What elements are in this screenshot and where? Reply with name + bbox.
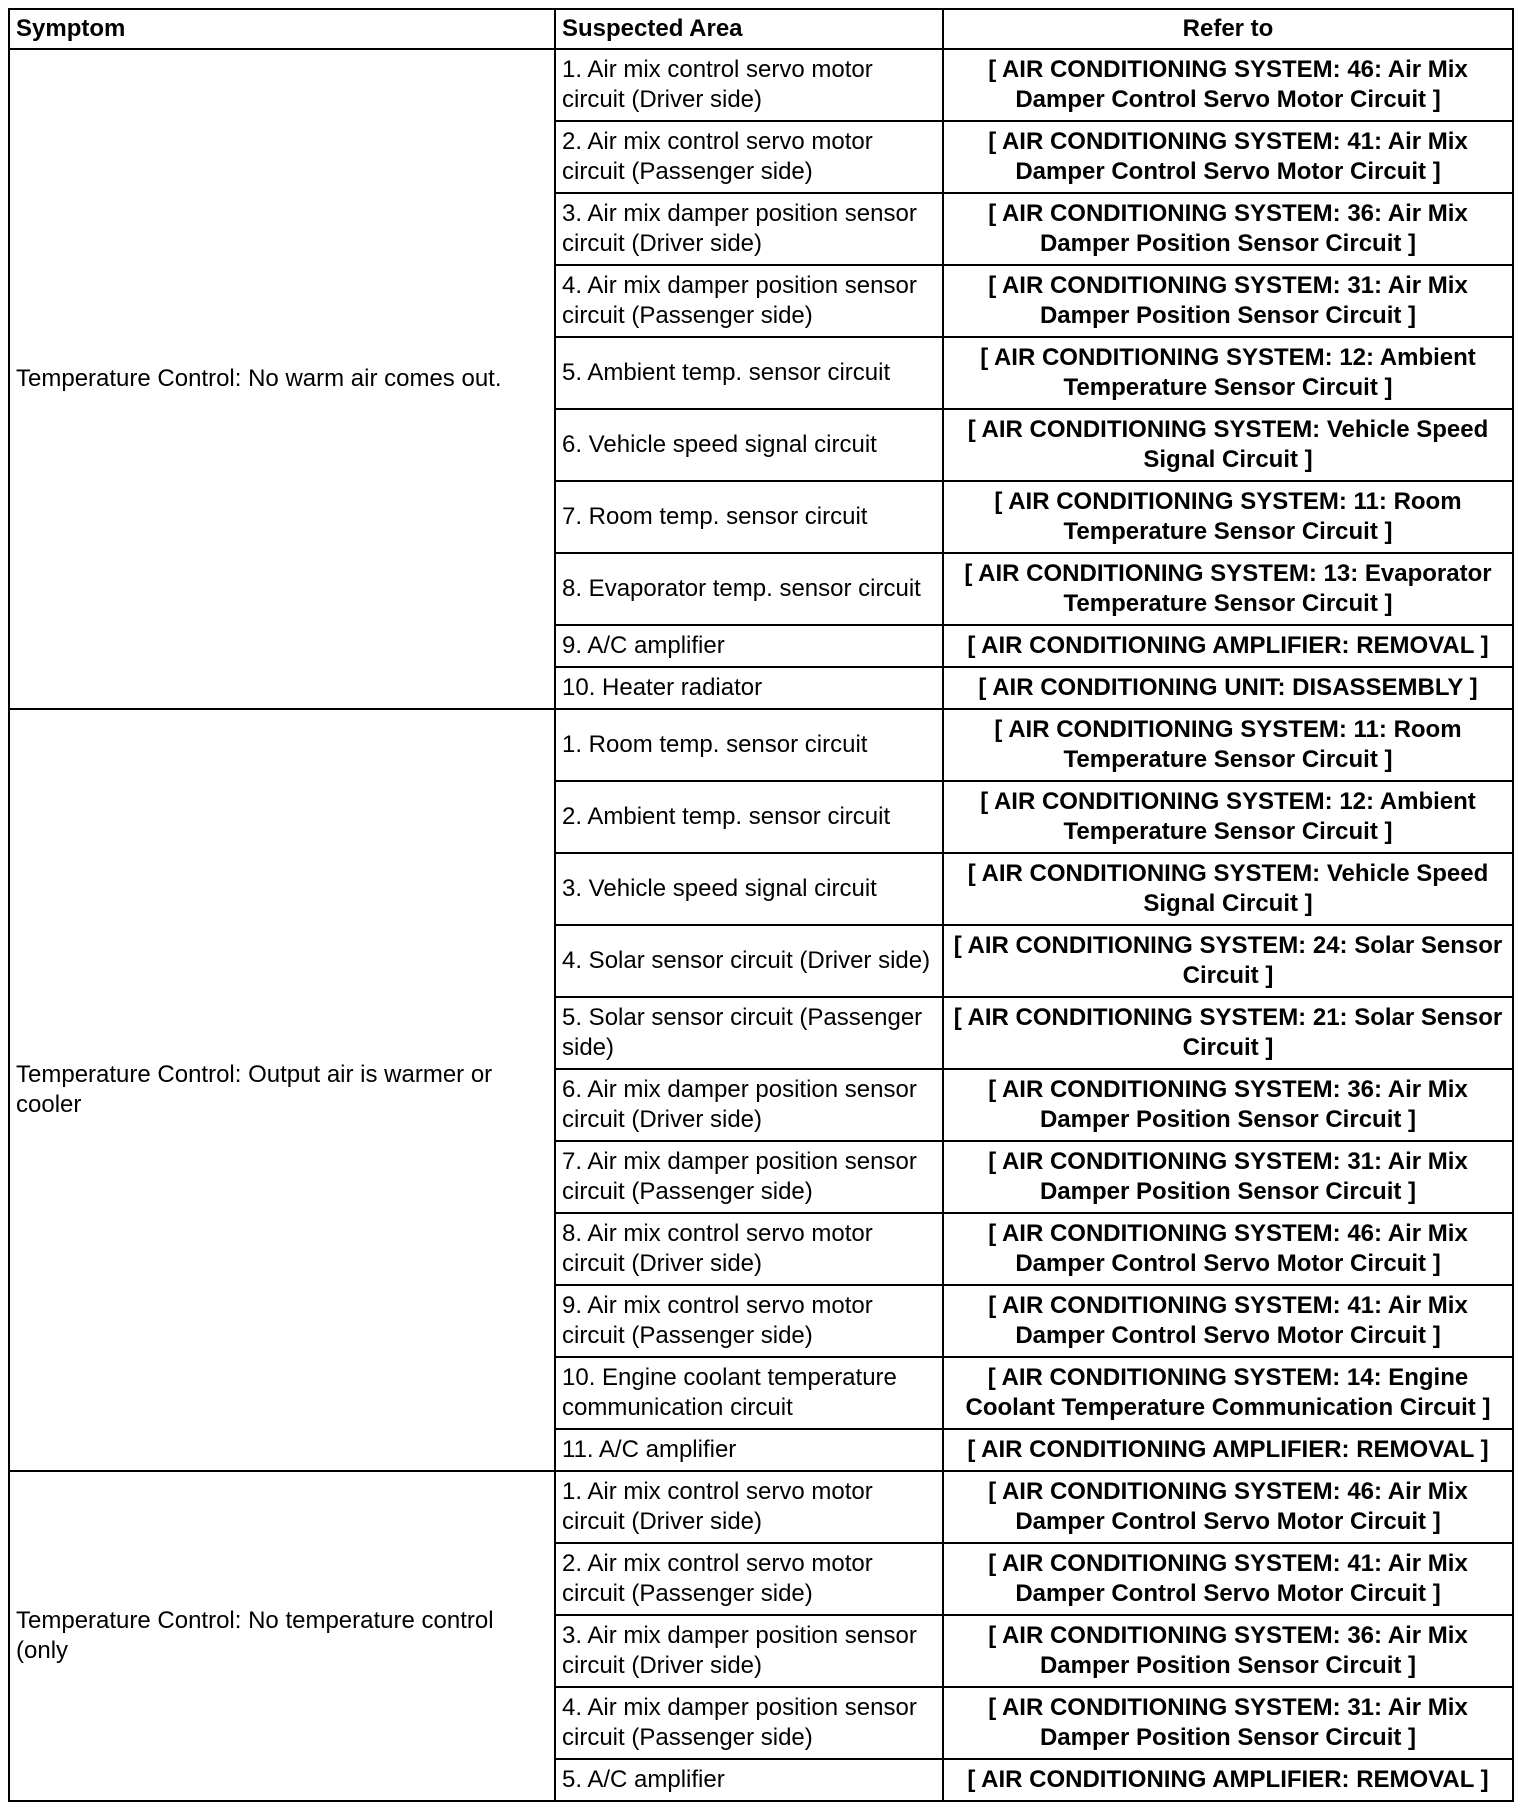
refer-link[interactable]: [ AIR CONDITIONING SYSTEM: Vehicle Speed Signal Circuit ] [943, 409, 1513, 481]
symptom-table [8, 8, 1514, 1802]
suspected-area-cell: 4. Air mix damper position sensor circuit (Passenger side) [555, 1687, 943, 1759]
refer-link[interactable]: [ AIR CONDITIONING SYSTEM: 31: Air Mix Damper Position Sensor Circuit ] [943, 265, 1513, 337]
suspected-area-cell: 10. Engine coolant temperature communication circuit [555, 1357, 943, 1429]
suspected-area-cell: 2. Air mix control servo motor circuit (Passenger side) [555, 1543, 943, 1615]
refer-link[interactable]: [ AIR CONDITIONING SYSTEM: 11: Room Temperature Sensor Circuit ] [943, 709, 1513, 781]
table-row [9, 709, 1513, 781]
suspected-area-cell: 2. Air mix control servo motor circuit (Passenger side) [555, 121, 943, 193]
suspected-area-cell: 8. Air mix control servo motor circuit (Driver side) [555, 1213, 943, 1285]
symptom-cell: Temperature Control: Output air is warmer or cooler [9, 709, 555, 1471]
problem-symptoms-sheet [8, 8, 1512, 1808]
refer-link[interactable]: [ AIR CONDITIONING SYSTEM: 41: Air Mix Damper Control Servo Motor Circuit ] [943, 1285, 1513, 1357]
suspected-area-cell: 3. Air mix damper position sensor circuit (Driver side) [555, 1615, 943, 1687]
table-body [9, 49, 1513, 1801]
header-refer-to: Refer to [943, 9, 1513, 49]
suspected-area-cell: 5. A/C amplifier [555, 1759, 943, 1801]
table-row [9, 1471, 1513, 1543]
symptom-cell: Temperature Control: No temperature control (only [9, 1471, 555, 1801]
refer-link[interactable]: [ AIR CONDITIONING AMPLIFIER: REMOVAL ] [943, 1759, 1513, 1801]
suspected-area-cell: 8. Evaporator temp. sensor circuit [555, 553, 943, 625]
refer-link[interactable]: [ AIR CONDITIONING SYSTEM: 14: Engine Coolant Temperature Communication Circuit ] [943, 1357, 1513, 1429]
refer-link[interactable]: [ AIR CONDITIONING AMPLIFIER: REMOVAL ] [943, 625, 1513, 667]
suspected-area-cell: 9. Air mix control servo motor circuit (Passenger side) [555, 1285, 943, 1357]
suspected-area-cell: 1. Air mix control servo motor circuit (Driver side) [555, 49, 943, 121]
suspected-area-cell: 3. Air mix damper position sensor circuit (Driver side) [555, 193, 943, 265]
refer-link[interactable]: [ AIR CONDITIONING SYSTEM: 36: Air Mix Damper Position Sensor Circuit ] [943, 1069, 1513, 1141]
suspected-area-cell: 2. Ambient temp. sensor circuit [555, 781, 943, 853]
suspected-area-cell: 7. Air mix damper position sensor circuit (Passenger side) [555, 1141, 943, 1213]
header-row [9, 9, 1513, 49]
refer-link[interactable]: [ AIR CONDITIONING UNIT: DISASSEMBLY ] [943, 667, 1513, 709]
suspected-area-cell: 4. Air mix damper position sensor circuit (Passenger side) [555, 265, 943, 337]
refer-link[interactable]: [ AIR CONDITIONING SYSTEM: 21: Solar Sensor Circuit ] [943, 997, 1513, 1069]
refer-link[interactable]: [ AIR CONDITIONING SYSTEM: 41: Air Mix Damper Control Servo Motor Circuit ] [943, 121, 1513, 193]
refer-link[interactable]: [ AIR CONDITIONING AMPLIFIER: REMOVAL ] [943, 1429, 1513, 1471]
symptom-cell: Temperature Control: No warm air comes out. [9, 49, 555, 709]
refer-link[interactable]: [ AIR CONDITIONING SYSTEM: 11: Room Temperature Sensor Circuit ] [943, 481, 1513, 553]
refer-link[interactable]: [ AIR CONDITIONING SYSTEM: 36: Air Mix Damper Position Sensor Circuit ] [943, 193, 1513, 265]
table-row [9, 49, 1513, 121]
suspected-area-cell: 6. Air mix damper position sensor circuit (Driver side) [555, 1069, 943, 1141]
suspected-area-cell: 3. Vehicle speed signal circuit [555, 853, 943, 925]
refer-link[interactable]: [ AIR CONDITIONING SYSTEM: 46: Air Mix Damper Control Servo Motor Circuit ] [943, 1213, 1513, 1285]
refer-link[interactable]: [ AIR CONDITIONING SYSTEM: 36: Air Mix Damper Position Sensor Circuit ] [943, 1615, 1513, 1687]
refer-link[interactable]: [ AIR CONDITIONING SYSTEM: 13: Evaporator Temperature Sensor Circuit ] [943, 553, 1513, 625]
refer-link[interactable]: [ AIR CONDITIONING SYSTEM: Vehicle Speed Signal Circuit ] [943, 853, 1513, 925]
refer-link[interactable]: [ AIR CONDITIONING SYSTEM: 46: Air Mix Damper Control Servo Motor Circuit ] [943, 1471, 1513, 1543]
refer-link[interactable]: [ AIR CONDITIONING SYSTEM: 31: Air Mix Damper Position Sensor Circuit ] [943, 1687, 1513, 1759]
suspected-area-cell: 6. Vehicle speed signal circuit [555, 409, 943, 481]
refer-link[interactable]: [ AIR CONDITIONING SYSTEM: 12: Ambient Temperature Sensor Circuit ] [943, 337, 1513, 409]
refer-link[interactable]: [ AIR CONDITIONING SYSTEM: 31: Air Mix Damper Position Sensor Circuit ] [943, 1141, 1513, 1213]
suspected-area-cell: 5. Ambient temp. sensor circuit [555, 337, 943, 409]
header-suspected-area: Suspected Area [555, 9, 943, 49]
suspected-area-cell: 1. Air mix control servo motor circuit (Driver side) [555, 1471, 943, 1543]
suspected-area-cell: 7. Room temp. sensor circuit [555, 481, 943, 553]
refer-link[interactable]: [ AIR CONDITIONING SYSTEM: 46: Air Mix Damper Control Servo Motor Circuit ] [943, 49, 1513, 121]
refer-link[interactable]: [ AIR CONDITIONING SYSTEM: 24: Solar Sensor Circuit ] [943, 925, 1513, 997]
suspected-area-cell: 10. Heater radiator [555, 667, 943, 709]
suspected-area-cell: 5. Solar sensor circuit (Passenger side) [555, 997, 943, 1069]
suspected-area-cell: 11. A/C amplifier [555, 1429, 943, 1471]
refer-link[interactable]: [ AIR CONDITIONING SYSTEM: 41: Air Mix Damper Control Servo Motor Circuit ] [943, 1543, 1513, 1615]
header-symptom: Symptom [9, 9, 555, 49]
suspected-area-cell: 1. Room temp. sensor circuit [555, 709, 943, 781]
refer-link[interactable]: [ AIR CONDITIONING SYSTEM: 12: Ambient Temperature Sensor Circuit ] [943, 781, 1513, 853]
suspected-area-cell: 4. Solar sensor circuit (Driver side) [555, 925, 943, 997]
suspected-area-cell: 9. A/C amplifier [555, 625, 943, 667]
